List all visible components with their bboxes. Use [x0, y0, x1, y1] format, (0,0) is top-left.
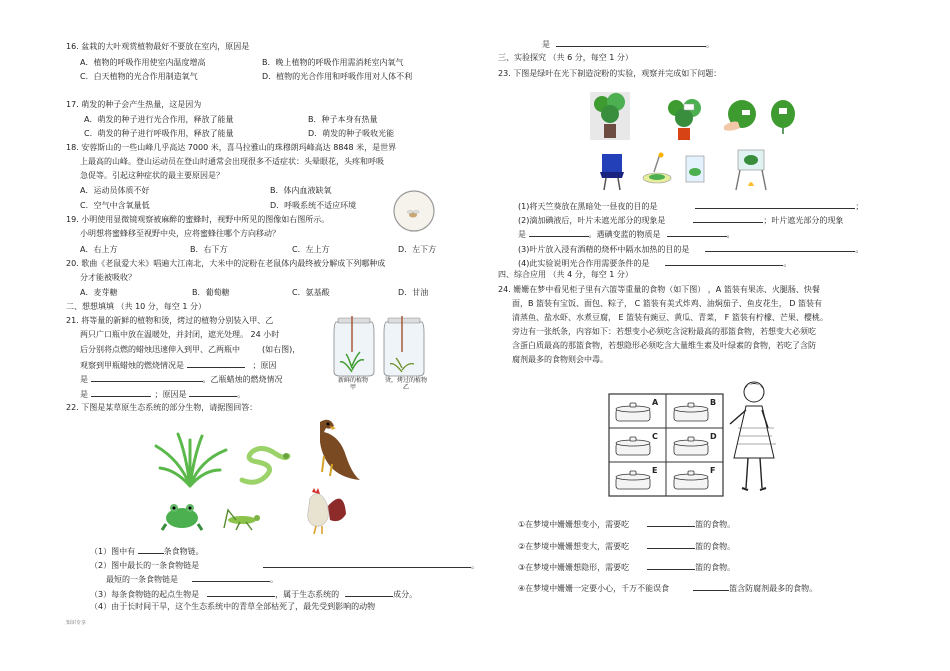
q16-option-b[interactable]: B．晚上植物的呼吸作用需消耗室内氧气 — [262, 58, 404, 67]
q22-sub-2: （2）图中最长的一条食物链是 。 — [90, 561, 480, 570]
jar-1-label: 新鲜的植物 甲 — [337, 377, 368, 391]
q17-option-c[interactable]: C．萌发的种子进行呼吸作用，释放了能量 — [84, 129, 234, 138]
beaker-figure — [684, 154, 706, 184]
beaker-blue-figure — [596, 150, 628, 190]
basket-label-c: C — [652, 432, 658, 441]
basket-label-f: F — [710, 466, 716, 475]
q24-option-1: ①在梦境中姗姗想变小，需要吃 篮的食物。 — [518, 520, 736, 529]
q18-option-c[interactable]: C．空气中含氧量低 — [80, 201, 150, 210]
petri-dish-dropper-figure — [640, 152, 674, 186]
q22-stem: 22. 下图是某草原生态系统的部分生物，请据图回答： — [66, 403, 258, 412]
hand-picking-leaf-figure — [722, 96, 760, 136]
q22-4-continuation: 是 。 — [542, 40, 714, 49]
answer-blank[interactable] — [667, 228, 727, 237]
q19-line-2: 小明想将蜜蜂移至视野中央，应将蜜蜂往哪个方向移动？ — [80, 229, 280, 238]
answer-blank[interactable] — [647, 540, 695, 549]
q22-sub-4: （4）由于长时间干旱，这个生态系统中的青草全部枯死了，最先受到影响的动物 — [90, 602, 376, 611]
q24-line-4: 旁边有一张纸条，内容如下：若想变小必须吃含淀粉最高的那篮食物，若想变大必须吃 — [512, 327, 816, 336]
answer-blank[interactable] — [345, 588, 393, 597]
plant-in-pot-figure — [590, 92, 630, 140]
q21-line-1: 21. 将等量的新鲜的植物和烫，烤过的植物分别装入甲、乙 — [66, 316, 274, 325]
microscope-view-figure — [392, 189, 436, 233]
q24-line-2: 面，B 篮装有宝饭、面包、粽子， C 篮装有美式炸鸡、油焖茄子、鱼皮花生， D 篮装有 — [512, 299, 822, 308]
q18-option-d[interactable]: D．呼吸系统不适应环境 — [270, 201, 357, 210]
q16-stem: 16. 盆栽的大叶观赏植物最好不要放在室内，原因是 — [66, 42, 250, 51]
q24-option-4: ④在梦境中姗姗一定要小心，千万不能误食 篮含防腐剂最多的食物。 — [518, 584, 818, 593]
q17-option-d[interactable]: D．萌发的种子吸收光能 — [308, 129, 395, 138]
q24-option-3: ③在梦境中姗姗想隐形，需要吃 篮的食物。 — [518, 563, 736, 572]
q21-line-6: 是 ；原因是 。 — [80, 390, 246, 399]
plant-covered-leaf-figure — [664, 96, 704, 142]
answer-blank[interactable] — [192, 573, 270, 582]
q17-stem: 17. 萌发的种子会产生热量，这是因为 — [66, 100, 202, 109]
q20-option-b[interactable]: B．葡萄糖 — [192, 288, 230, 297]
q23-sub-3: (3)叶片放入浸有酒精的烧杯中隔水加热的目的是 。 — [518, 245, 864, 254]
food-cabinet-figure — [608, 393, 724, 497]
q17-option-a[interactable]: A．萌发的种子进行光合作用，释放了能量 — [84, 115, 234, 124]
answer-blank[interactable] — [705, 243, 855, 252]
q22-sub-2b: 最短的一条食物链是 。 — [106, 575, 278, 584]
q19-option-c[interactable]: C．左上方 — [292, 245, 330, 254]
section-3-title: 三、实验探究 （共 6 分，每空 1 分） — [498, 53, 633, 62]
q20-option-d[interactable]: D．甘油 — [398, 288, 429, 297]
q18-option-a[interactable]: A．运动员体质不好 — [80, 186, 150, 195]
jar-2-label: 烫，烤过的植物 乙 — [384, 377, 427, 391]
q20-option-a[interactable]: A．麦芽糖 — [80, 288, 118, 297]
answer-blank[interactable] — [693, 214, 763, 223]
leaf-figure — [770, 98, 796, 134]
girl-figure — [728, 378, 784, 498]
basket-label-a: A — [652, 398, 659, 407]
answer-blank[interactable] — [665, 257, 783, 266]
answer-blank[interactable] — [647, 518, 695, 527]
q18-line-2: 上最高的山峰。登山运动员在登山时通常会出现很多不适症状：头晕眼花，头疼和呼吸 — [80, 157, 384, 166]
answer-blank[interactable] — [263, 559, 471, 568]
answer-blank[interactable] — [189, 388, 237, 397]
q18-line-1: 18. 安蓉斯山的一些山峰几乎高达 7000 米，喜马拉雅山的珠穆朗玛峰高达 8848 米，是世界 — [66, 143, 397, 152]
section-2-title: 二、想想填填 （共 10 分，每空 1 分） — [66, 302, 206, 311]
q16-option-c[interactable]: C．白天植物的光合作用制造氧气 — [80, 72, 198, 81]
q23-sub-2b: 是 。遇碘变蓝的物质是 。 — [518, 230, 735, 239]
q20-line-1: 20. 歌曲《老鼠爱大米》唱遍大江南北，大米中的淀粉在老鼠体内最终被分解成下列哪种成 — [66, 259, 386, 268]
q23-sub-2: (2)滴加碘液后，叶片未遮光部分的现象是 ；叶片遮光部分的现象 — [518, 216, 844, 225]
answer-blank[interactable] — [91, 373, 203, 382]
grasshopper-figure — [222, 506, 266, 532]
q16-option-d[interactable]: D．植物的光合作用和呼吸作用对人体不利 — [262, 72, 413, 81]
q20-line-2: 分才能被吸收？ — [80, 273, 136, 282]
answer-blank[interactable] — [529, 228, 589, 237]
q22-sub-3: （3）每条食物链的起点生物是 ，属于生态系统的 成分。 — [90, 590, 418, 599]
q20-option-c[interactable]: C．氨基酸 — [292, 288, 330, 297]
answer-blank[interactable] — [187, 359, 245, 368]
basket-label-b: B — [710, 398, 717, 407]
jars-figure — [330, 312, 430, 378]
answer-blank[interactable] — [695, 200, 855, 209]
snake-figure — [236, 446, 292, 486]
section-4-title: 四、综合应用 （共 4 分，每空 1 分） — [498, 270, 633, 279]
q23-stem: 23. 下图是绿叶在光下制造淀粉的实验，观察并完成如下问题： — [498, 69, 722, 78]
q24-line-5: 含蛋白质最高的那篮食物，若想隐形必须吃含大量维生素及叶绿素的食物，若吃了含防 — [512, 341, 816, 350]
basket-label-d: D — [710, 432, 717, 441]
q19-option-a[interactable]: A．右上方 — [80, 245, 118, 254]
q19-option-d[interactable]: D．左下方 — [398, 245, 437, 254]
q24-line-1: 24. 姗姗在梦中看见柜子里有六篮等重量的食物（如下图） ，A 篮装有果冻、火腿肠、快餐 — [498, 285, 820, 294]
answer-blank[interactable] — [693, 582, 729, 591]
q21-line-4: 观察到甲瓶蜡烛的燃烧情况是 ；原因 — [80, 361, 277, 370]
q16-option-a[interactable]: A．植物的呼吸作用使室内温度增高 — [80, 58, 206, 67]
grass-figure — [150, 430, 230, 488]
answer-blank[interactable] — [556, 38, 706, 47]
q19-line-1: 19. 小明使用显微镜观察被麻醉的蜜蜂时，视野中所见的图像如右图所示。 — [66, 215, 330, 224]
q21-line-5: 是 。乙瓶蜡烛的燃烧情况 — [80, 375, 283, 384]
basket-label-e: E — [652, 466, 658, 475]
heating-beaker-figure — [734, 146, 768, 192]
q24-line-3: 清蒸鱼、盐水虾、水煮豆腐， E 篮装有豌豆、黄瓜、青菜， F 篮装有柠檬、芒果、樱桃。 — [512, 313, 828, 322]
answer-blank[interactable] — [647, 561, 695, 570]
q24-line-6: 腐剂最多的食物则会中毒。 — [512, 355, 608, 364]
q23-sub-1: (1)将天竺葵放在黑暗处一昼夜的目的是 ； — [518, 202, 864, 211]
page-footer: 知识专享 — [66, 620, 87, 626]
q17-option-b[interactable]: B．种子本身有热量 — [308, 115, 378, 124]
q24-option-2: ②在梦境中姗姗想变大，需要吃 篮的食物。 — [518, 542, 736, 551]
q21-line-2: 两只广口瓶中放在温暖处，并封闭，遮光处理。 24 小时 — [80, 330, 280, 339]
q21-line-3: 后分别将点燃的蜡烛迅速伸入到甲、乙两瓶中 (如右图)， — [80, 345, 301, 354]
q22-sub-1: （1）图中有 条食物链。 — [90, 547, 204, 556]
q18-line-3: 急促等。引起这种症状的最主要原因是？ — [80, 171, 224, 180]
answer-blank[interactable] — [138, 545, 164, 554]
answer-blank[interactable] — [207, 588, 275, 597]
q19-option-b[interactable]: B．右下方 — [190, 245, 228, 254]
frog-figure — [160, 498, 204, 532]
answer-blank[interactable] — [91, 388, 151, 397]
q18-option-b[interactable]: B．体内血液缺氧 — [270, 186, 332, 195]
hawk-figure — [300, 416, 364, 482]
q23-sub-4: (4)此实验说明光合作用需要条件的是 。 — [518, 259, 792, 268]
rooster-figure — [300, 484, 348, 536]
